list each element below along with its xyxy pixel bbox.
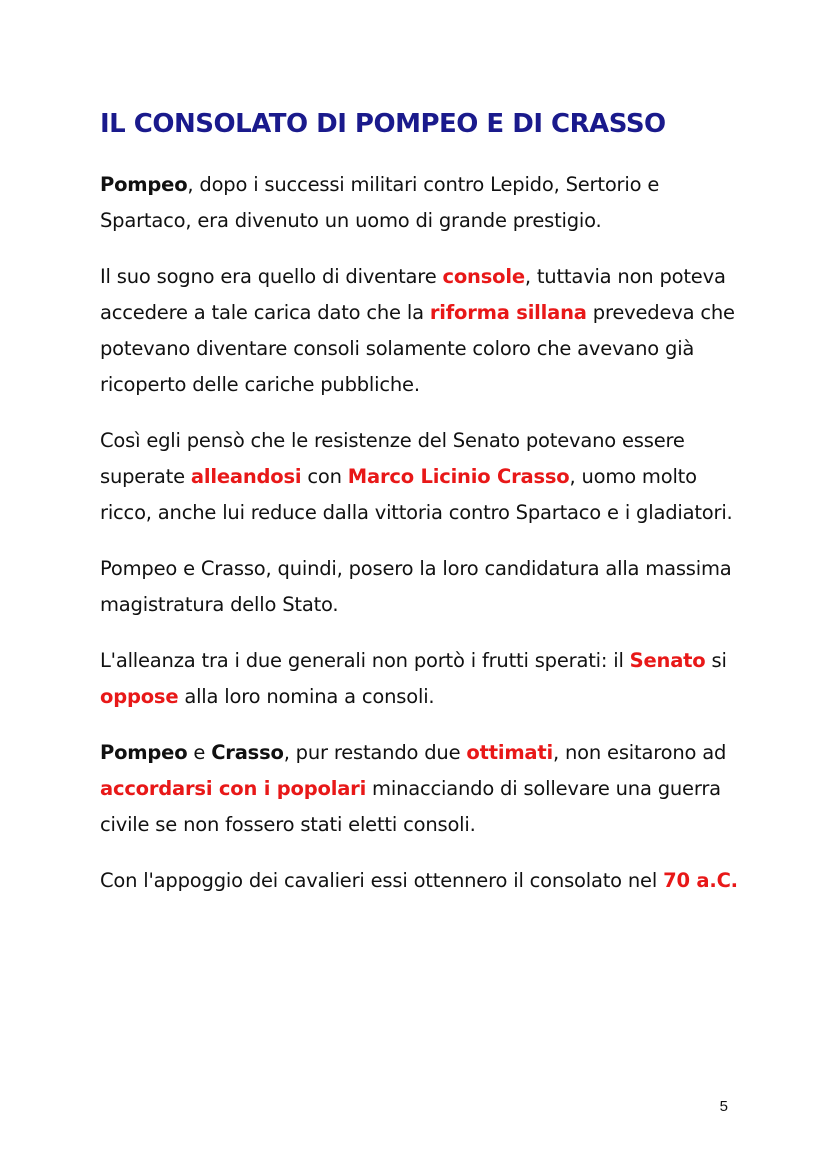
highlight-term: 70 a.C. <box>663 869 738 892</box>
bold-term: Crasso <box>211 741 284 764</box>
paragraph-text: , pur restando due <box>283 741 467 764</box>
highlight-term: oppose <box>100 685 179 708</box>
paragraph-4 <box>100 551 740 623</box>
paragraph-text: Con l'appoggio dei cavalieri essi ottennero il consolato nel <box>100 869 664 892</box>
paragraph-2 <box>100 259 740 403</box>
highlight-term: alleandosi <box>190 465 302 488</box>
paragraph-text: minacciando di sollevare una guerra civile se non fossero stati eletti consoli. <box>100 777 721 836</box>
highlight-term: ottimati <box>466 741 553 764</box>
paragraph-text: Così egli pensò che le resistenze del Senato potevano essere superate <box>100 429 685 488</box>
paragraph-text: si <box>705 649 727 672</box>
paragraph-3 <box>100 423 740 531</box>
paragraph-text: , tuttavia non poteva accedere a tale carica dato che la <box>100 265 726 324</box>
paragraph-text: e <box>187 741 212 764</box>
paragraph-text: Il suo sogno era quello di diventare <box>100 265 443 288</box>
paragraph-5 <box>100 643 740 715</box>
paragraph-text: , dopo i successi militari contro Lepido, Sertorio e Spartaco, era divenuto un uomo di grande prestigio. <box>100 173 660 232</box>
paragraph-text: , uomo molto ricco, anche lui reduce dalla vittoria contro Spartaco e i gladiatori. <box>100 465 733 524</box>
bold-term: Pompeo <box>100 173 188 196</box>
highlight-term: console <box>442 265 525 288</box>
highlight-term: Senato <box>629 649 706 672</box>
highlight-term: Marco Licinio Crasso <box>347 465 570 488</box>
page-number: 5 <box>719 1098 728 1115</box>
page-title: IL CONSOLATO DI POMPEO E DI CRASSO <box>100 109 666 139</box>
paragraph-text: Pompeo e Crasso, quindi, posero la loro candidatura alla massima magistratura dello Stato. <box>100 557 732 616</box>
paragraph-7 <box>100 863 740 899</box>
paragraph-1 <box>100 167 740 239</box>
bold-term: Pompeo <box>100 741 188 764</box>
paragraph-6 <box>100 735 740 843</box>
highlight-term: riforma sillana <box>429 301 587 324</box>
paragraph-text: , non esitarono ad <box>553 741 727 764</box>
paragraph-text: alla loro nomina a consoli. <box>178 685 435 708</box>
document-page <box>100 104 740 899</box>
paragraph-text: prevedeva che potevano diventare consoli solamente coloro che avevano già ricoperto delle cariche pubbliche. <box>100 301 735 396</box>
highlight-term: accordarsi con i popolari <box>100 777 367 800</box>
paragraph-text: L'alleanza tra i due generali non portò i frutti sperati: il <box>100 649 630 672</box>
paragraph-text: con <box>301 465 348 488</box>
